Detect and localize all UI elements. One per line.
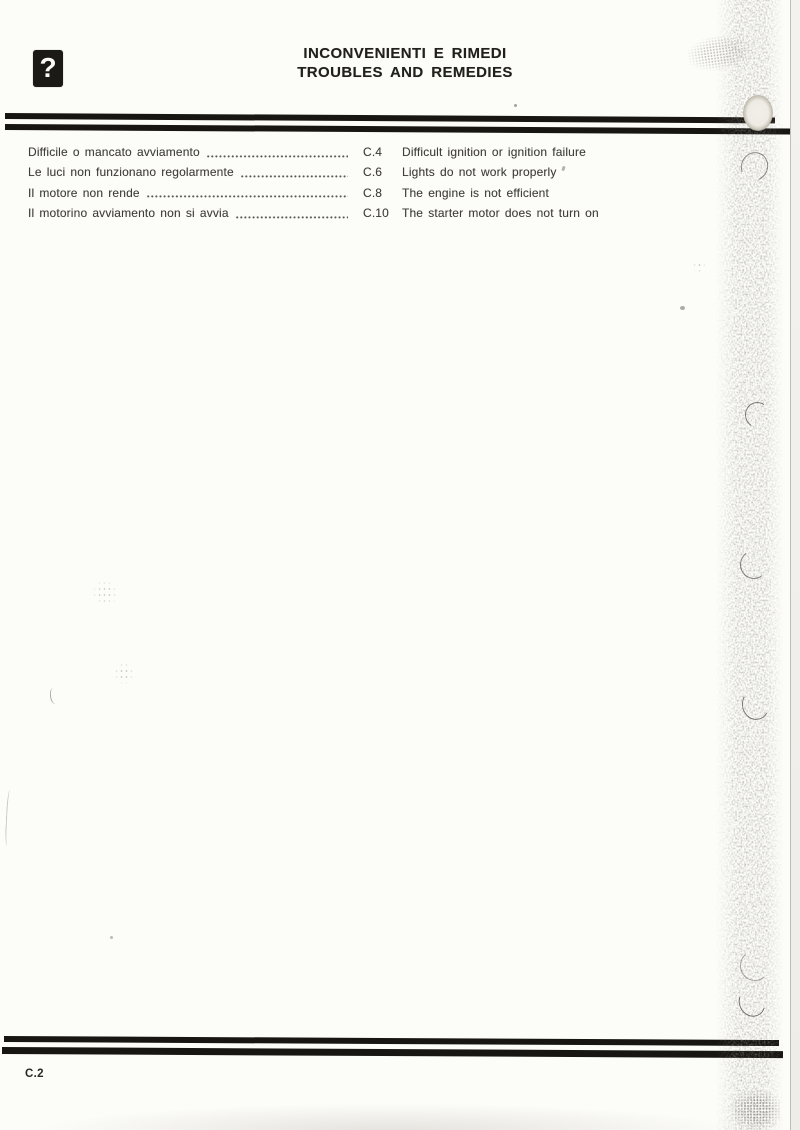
scan-artifact — [92, 580, 118, 606]
page-title-italian: INCONVENIENTI E RIMEDI — [303, 45, 507, 62]
scanner-page-edge — [790, 0, 800, 1130]
bottom-scan-shadow — [40, 1104, 740, 1130]
page-title-english: TROUBLES AND REMEDIES — [297, 63, 513, 81]
scan-artifact — [110, 936, 113, 939]
toc-row-left — [28, 142, 350, 162]
toc-page-ref: C.8 — [363, 185, 383, 200]
punch-hole-mark — [743, 95, 773, 131]
toc-italian-label: Il motore non rende — [28, 185, 140, 200]
toc-row-left — [28, 203, 350, 223]
scan-artifact — [114, 662, 134, 684]
top-rule-upper — [5, 113, 775, 123]
toc-english-label: The starter motor does not turn on — [402, 205, 599, 220]
toc-italian-label: Le luci non funzionano regolarmente — [28, 165, 234, 180]
toc-page-ref: C.6 — [363, 165, 383, 180]
bottom-rule-upper — [4, 1036, 779, 1046]
scan-artifact — [514, 104, 517, 107]
scan-artifact — [692, 262, 706, 272]
dot-leader — [236, 216, 348, 219]
dot-leader — [241, 175, 348, 178]
question-mark-glyph: ? — [39, 51, 57, 83]
toc-english-label: Difficult ignition or ignition failure — [402, 145, 586, 159]
table-of-contents — [28, 142, 768, 223]
toc-row — [28, 203, 768, 223]
toc-row — [28, 142, 768, 162]
page-title — [0, 45, 800, 82]
scan-artifact — [680, 306, 685, 310]
toc-page-ref: C.4 — [363, 145, 383, 159]
toc-english-label: The engine is not efficient — [402, 185, 549, 200]
toc-english-label: Lights do not work properly — [402, 165, 557, 180]
toc-row — [28, 162, 768, 182]
toc-page-ref: C.10 — [363, 205, 389, 220]
scan-grain-blob — [731, 1090, 781, 1130]
bottom-rule-lower — [2, 1047, 783, 1058]
toc-row — [28, 183, 768, 203]
top-rule-lower — [5, 124, 791, 135]
toc-row-left — [28, 183, 350, 203]
toc-italian-label: Il motorino avviamento non si avvia — [28, 205, 229, 220]
toc-row-left — [28, 162, 350, 182]
page-number: C.2 — [25, 1068, 44, 1080]
toc-italian-label: Difficile o mancato avviamento — [28, 145, 200, 159]
scan-artifact — [5, 790, 13, 846]
dot-leader — [207, 155, 348, 158]
dot-leader — [147, 195, 348, 198]
scan-artifact — [49, 687, 60, 704]
